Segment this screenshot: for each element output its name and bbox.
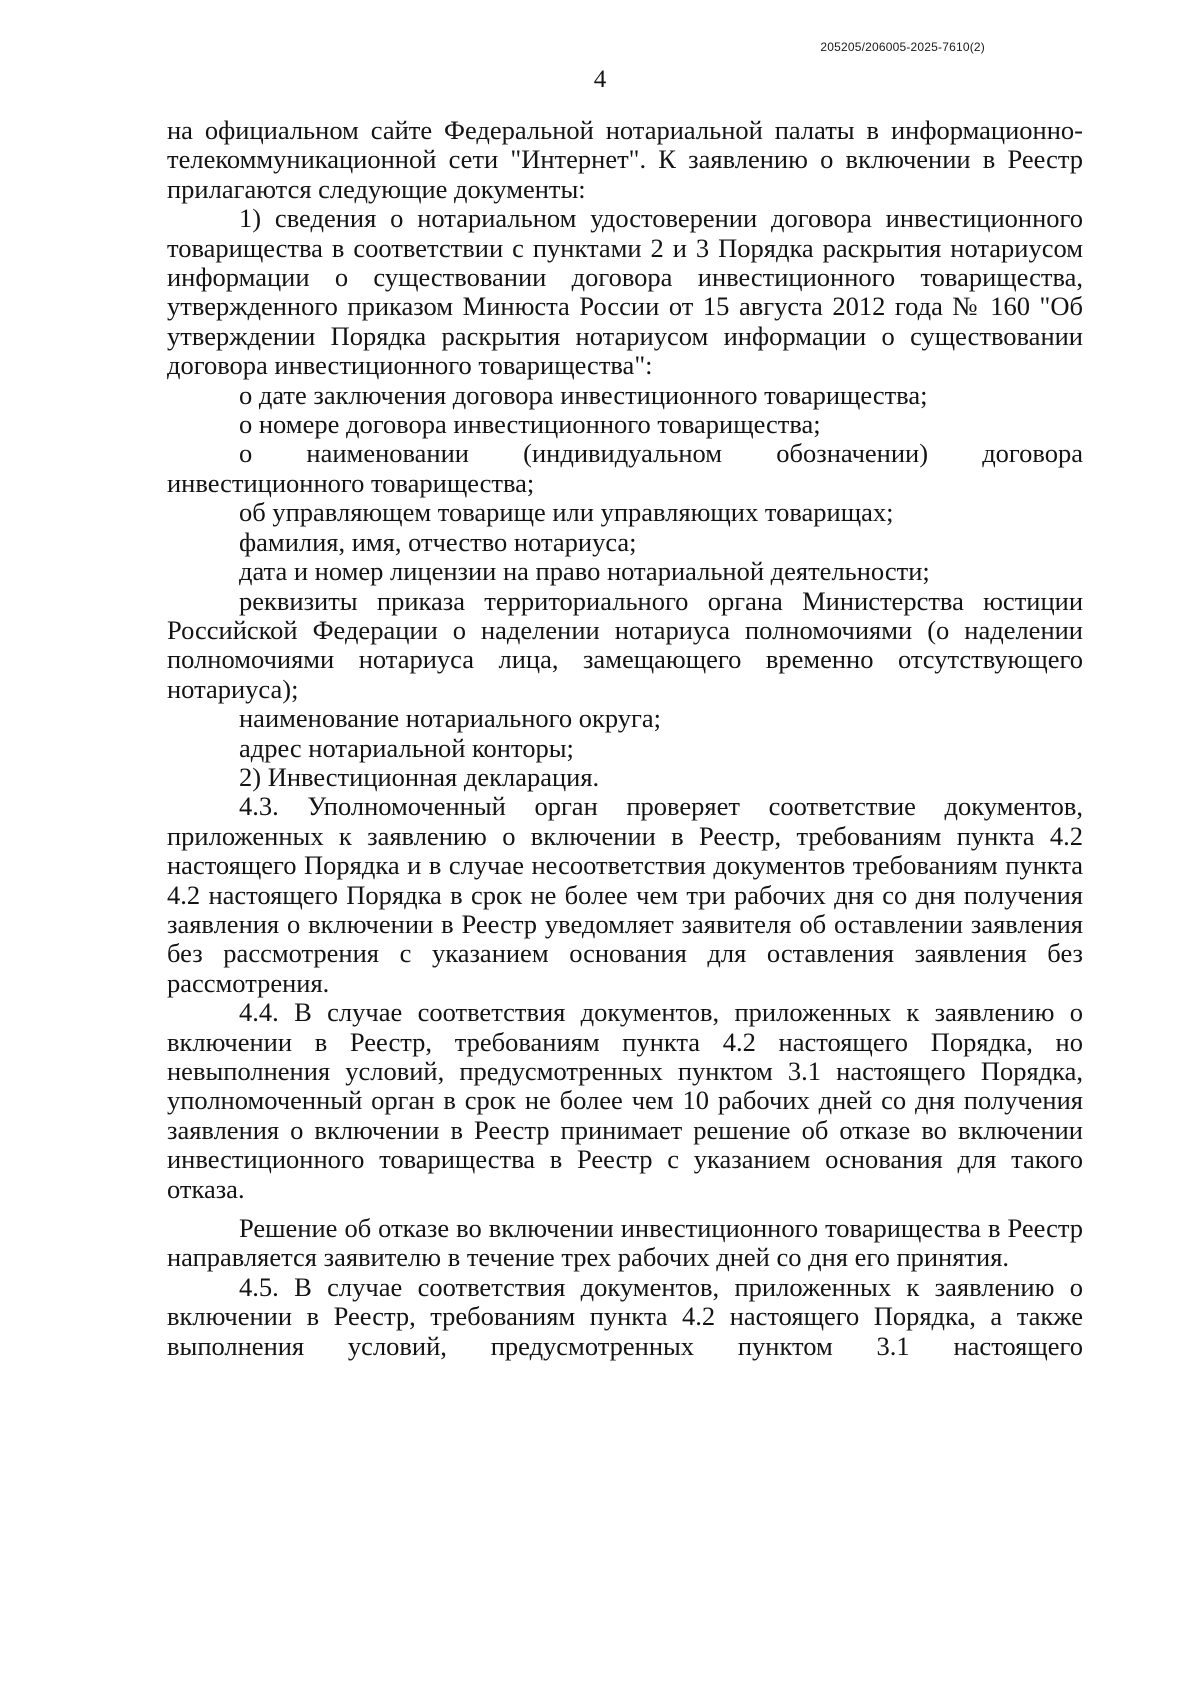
paragraph-publication-site: на официальном сайте Федеральной нотариальной палаты в информационно-телекоммуникационной сети "Интернет". К заявлению о включении в Реестр прилагаются следующие документы: [167, 115, 1083, 204]
paragraph-section-4-3: 4.3. Уполномоченный орган проверяет соответствие документов, приложенных к заявлению о включении в Реестр, требованиям пункта 4.2 настоящего Порядка и в случае несоответствия документов требованиям пункта 4.2 настоящего Порядка в срок не более чем три рабочих дня со дня получения заявления о включении в Реестр уведомляет заявителя об оставлении заявления без рассмотрения с указанием основания для оставления заявления без рассмотрения. [167, 791, 1083, 998]
paragraph-section-4-5: 4.5. В случае соответствия документов, приложенных к заявлению о включении в Реестр, требованиям пункта 4.2 настоящего Порядка, а также выполнения условий, предусмотренных пунктом 3.1 настоящего [167, 1271, 1083, 1361]
paragraph-section-4-4: 4.4. В случае соответствия документов, приложенных к заявлению о включении в Реестр, требованиям пункта 4.2 настоящего Порядка, но невыполнения условий, предусмотренных пунктом 3.1 настоящего Порядка, уполномоченный орган в срок не более чем 10 рабочих дней со дня получения заявления о включении в Реестр принимает решение об отказе во включении инвестиционного товарищества в Реестр с указанием основания для такого отказа. [167, 997, 1083, 1204]
paragraph-item-1-notary-info: 1) сведения о нотариальном удостоверении договора инвестиционного товарищества в соответствии с пунктами 2 и 3 Порядка раскрытия нотариусом информации о существовании договора инвестиционного товарищества, утвержденного приказом Минюста России от 15 августа 2012 года № 160 "Об утверждении Порядка раскрытия нотариусом информации о существовании договора инвестиционного товарищества": [167, 203, 1083, 381]
list-item-managing-partner: об управляющем товарище или управляющих товарищах; [239, 497, 894, 528]
page-number: 4 [593, 66, 607, 93]
list-item-office-address: адрес нотариальной конторы; [239, 732, 574, 763]
document-body [167, 116, 1083, 1361]
document-reference-number: 205205/206005-2025-7610(2) [820, 40, 985, 54]
list-item-notary-district: наименование нотариального округа; [239, 703, 662, 734]
list-item-contract-date: о дате заключения договора инвестиционного товарищества; [239, 379, 928, 410]
list-item-contract-name: о наименовании (индивидуальном обозначении) договора инвестиционного товарищества; [167, 438, 1083, 498]
paragraph-item-2-investment-declaration: 2) Инвестиционная декларация. [239, 761, 600, 792]
paragraph-refusal-decision: Решение об отказе во включении инвестиционного товарищества в Реестр направляется заявителю в течение трех рабочих дней со дня его принятия. [167, 1213, 1083, 1273]
list-item-notary-name: фамилия, имя, отчество нотариуса; [239, 526, 637, 557]
list-item-license: дата и номер лицензии на право нотариальной деятельности; [239, 556, 930, 587]
list-item-contract-number: о номере договора инвестиционного товарищества; [239, 409, 821, 440]
list-item-order-details: реквизиты приказа территориального органа Министерства юстиции Российской Федерации о наделении нотариуса полномочиями (о наделении полномочиями нотариуса лица, замещающего временно отсутствующего нотариуса); [167, 585, 1083, 704]
